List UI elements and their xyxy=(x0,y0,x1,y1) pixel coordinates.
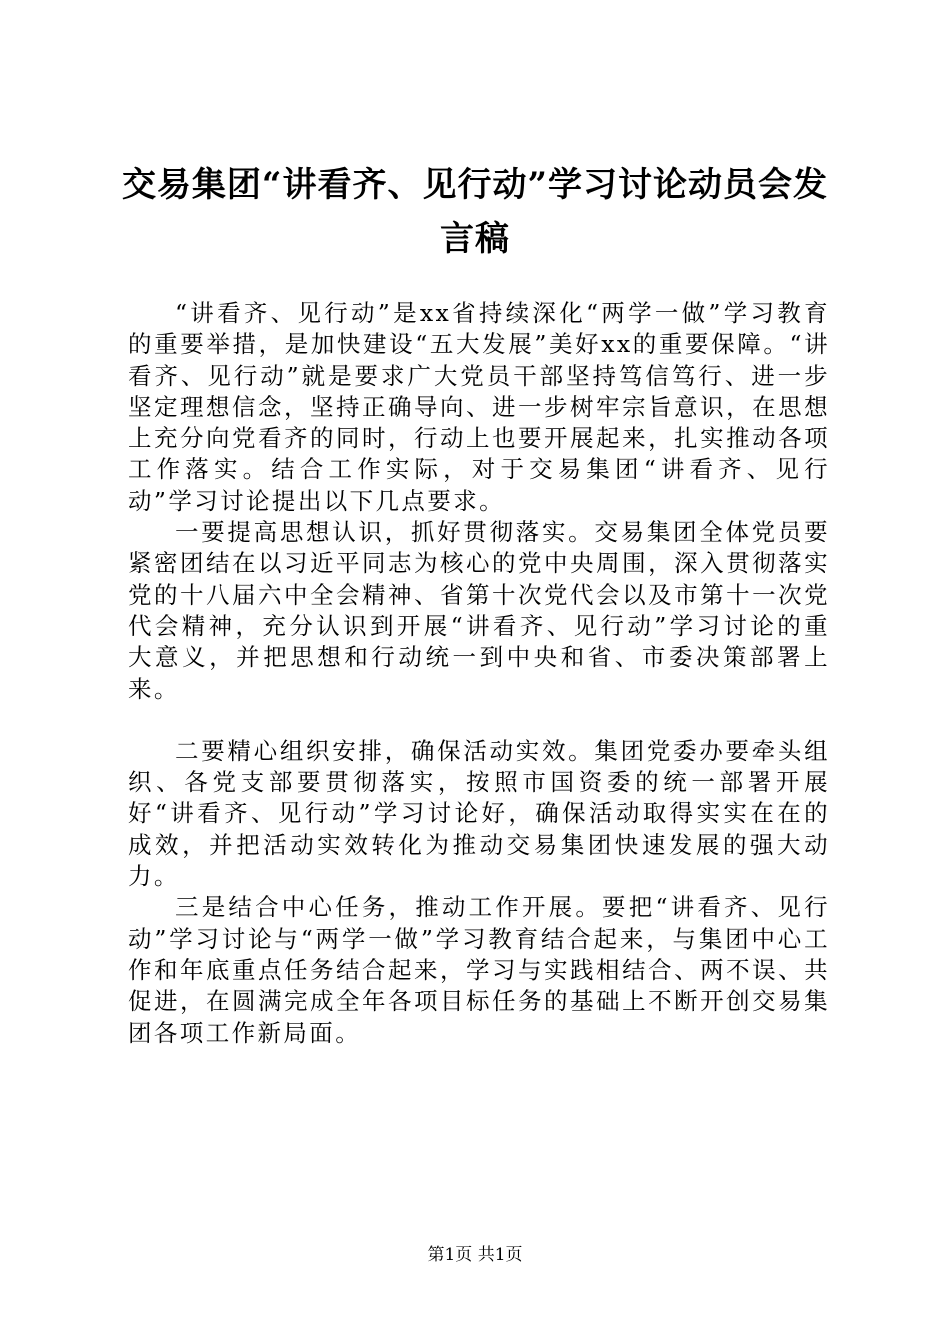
document-body xyxy=(128,298,830,1049)
paragraph-point-two: 二要精心组织安排，确保活动实效。集团党委办要牵头组织、各党支部要贯彻落实，按照市国资委的统一部署开展好“讲看齐、见行动”学习讨论好，确保活动取得实实在在的成效，并把活动实效转化为推动交易集团快速发展的强大动力。 xyxy=(128,736,830,891)
document-title: 交易集团“讲看齐、见行动”学习讨论动员会发言稿 xyxy=(121,165,829,259)
paragraph-point-one: 一要提高思想认识，抓好贯彻落实。交易集团全体党员要紧密团结在以习近平同志为核心的党中央周围，深入贯彻落实党的十八届六中全会精神、省第十次党代会以及市第十一次党代会精神，充分认识到开展“讲看齐、见行动”学习讨论的重大意义，并把思想和行动统一到中央和省、市委决策部署上来。 xyxy=(128,518,830,703)
paragraph-intro: “讲看齐、见行动”是xx省持续深化“两学一做”学习教育的重要举措，是加快建设“五大发展”美好xx的重要保障。“讲看齐、见行动”就是要求广大党员干部坚持笃信笃行、进一步坚定理想信念，坚持正确导向、进一步树牢宗旨意识，在思想上充分向党看齐的同时，行动上也要开展起来，扎实推动各项工作落实。结合工作实际，对于交易集团“讲看齐、见行动”学习讨论提出以下几点要求。 xyxy=(128,299,830,515)
page-number-footer: 第1页 共1页 xyxy=(427,1245,523,1265)
paragraph-point-three: 三是结合中心任务，推动工作开展。要把“讲看齐、见行动”学习讨论与“两学一做”学习教育结合起来，与集团中心工作和年底重点任务结合起来，学习与实践相结合、两不误、共促进，在圆满完成全年各项目标任务的基础上不断开创交易集团各项工作新局面。 xyxy=(128,893,830,1047)
